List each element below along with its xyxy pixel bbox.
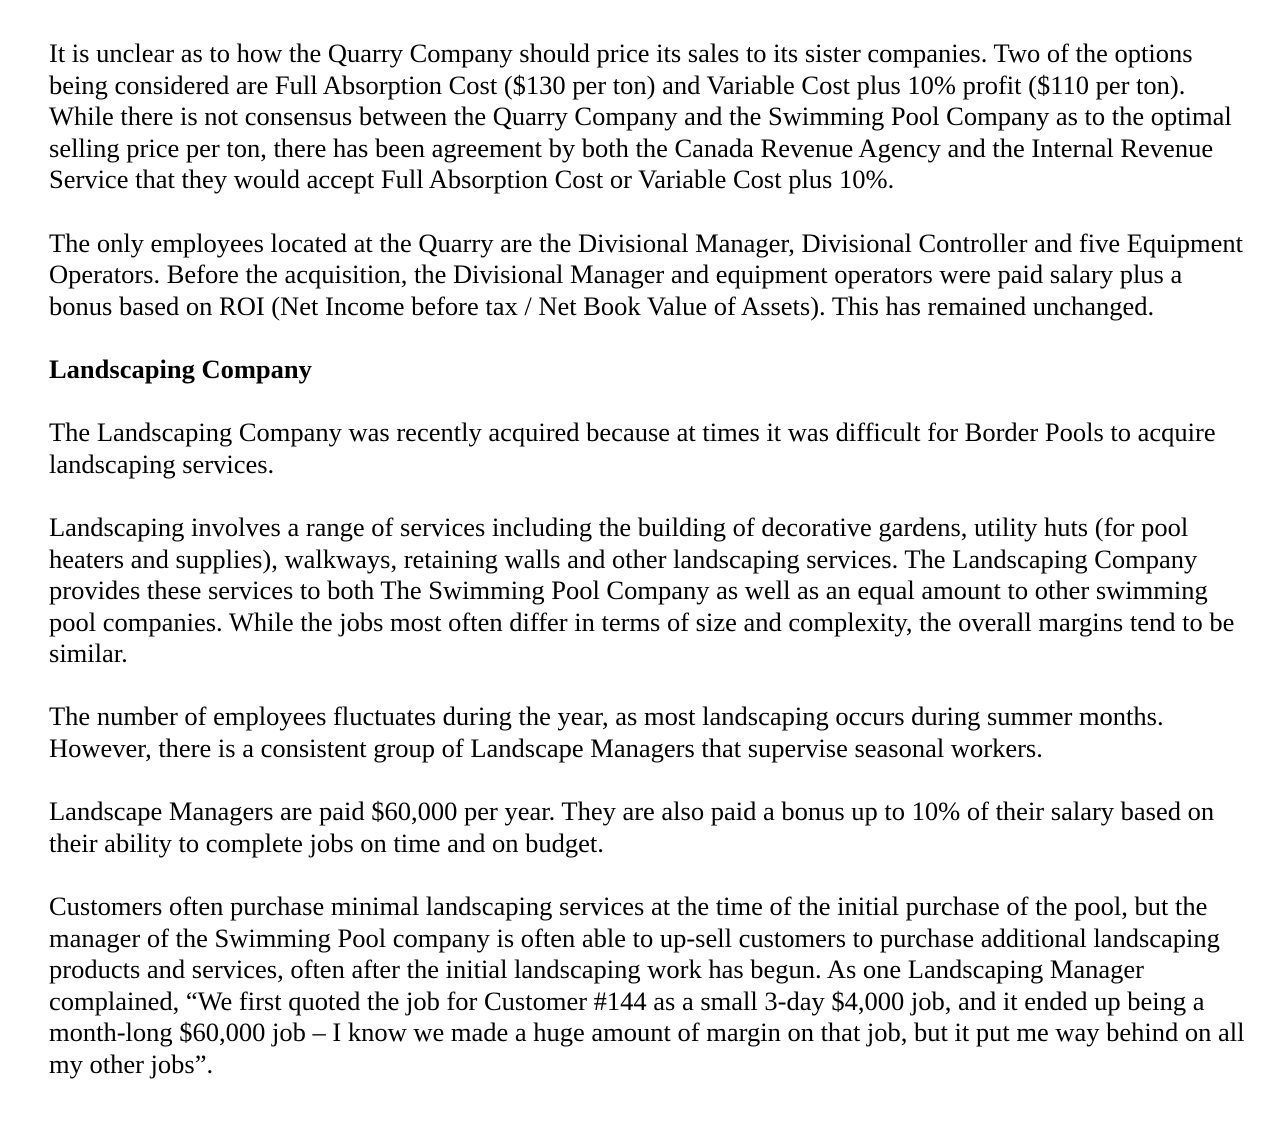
quarry-employees-paragraph: The only employees located at the Quarry are the Divisional Manager, Divisional Controller and five Equipment Operators. Before the acquisition, the Divisional Manager and equipment operators were paid salary plus a bonus based on ROI (Net Income before tax / Net Book Value of Assets). This has remained unchanged.: [49, 227, 1244, 321]
upsell-complaint-paragraph: Customers often purchase minimal landscaping services at the time of the initial purchase of the pool, but the manager of the Swimming Pool company is often able to up-sell customers to purchase additional landscaping products and services, often after the initial landscaping work has begun. As one Landscaping Manager complained, “We first quoted the job for Customer #144 as a small 3-day $4,000 job, and it ended up being a month-long $60,000 job – I know we made a huge amount of margin on that job, but it put me way behind on all my other jobs”.: [49, 891, 1245, 1079]
landscape-managers-pay-paragraph: Landscape Managers are paid $60,000 per year. They are also paid a bonus up to 10% of their salary based on their ability to complete jobs on time and on budget.: [49, 796, 1215, 858]
landscaping-services-paragraph: Landscaping involves a range of services including the building of decorative gardens, utility huts (for pool heaters and supplies), walkways, retaining walls and other landscaping services. The Landscaping Company provides these services to both The Swimming Pool Company as well as an equal amount to other swimming pool companies. While the jobs most often differ in terms of size and complexity, the overall margins tend to be similar.: [49, 511, 1235, 669]
quarry-pricing-paragraph: It is unclear as to how the Quarry Company should price its sales to its sister companies. Two of the options being considered are Full Absorption Cost ($130 per ton) and Variable Cost plus 10% profit ($110 per ton). While there is not consensus between the Quarry Company and the Swimming Pool Company as to the optimal selling price per ton, there has been agreement by both the Canada Revenue Agency and the Internal Revenue Service that they would accept Full Absorption Cost or Variable Cost plus 10%.: [49, 38, 1232, 195]
document-page: [49, 38, 1249, 1112]
landscaping-company-heading: Landscaping Company: [49, 353, 312, 384]
landscaping-employees-paragraph: The number of employees fluctuates during the year, as most landscaping occurs during summer months. However, there is a consistent group of Landscape Managers that supervise seasonal workers.: [49, 701, 1164, 764]
landscaping-acquisition-paragraph: The Landscaping Company was recently acquired because at times it was difficult for Border Pools to acquire landscaping services.: [49, 417, 1216, 479]
